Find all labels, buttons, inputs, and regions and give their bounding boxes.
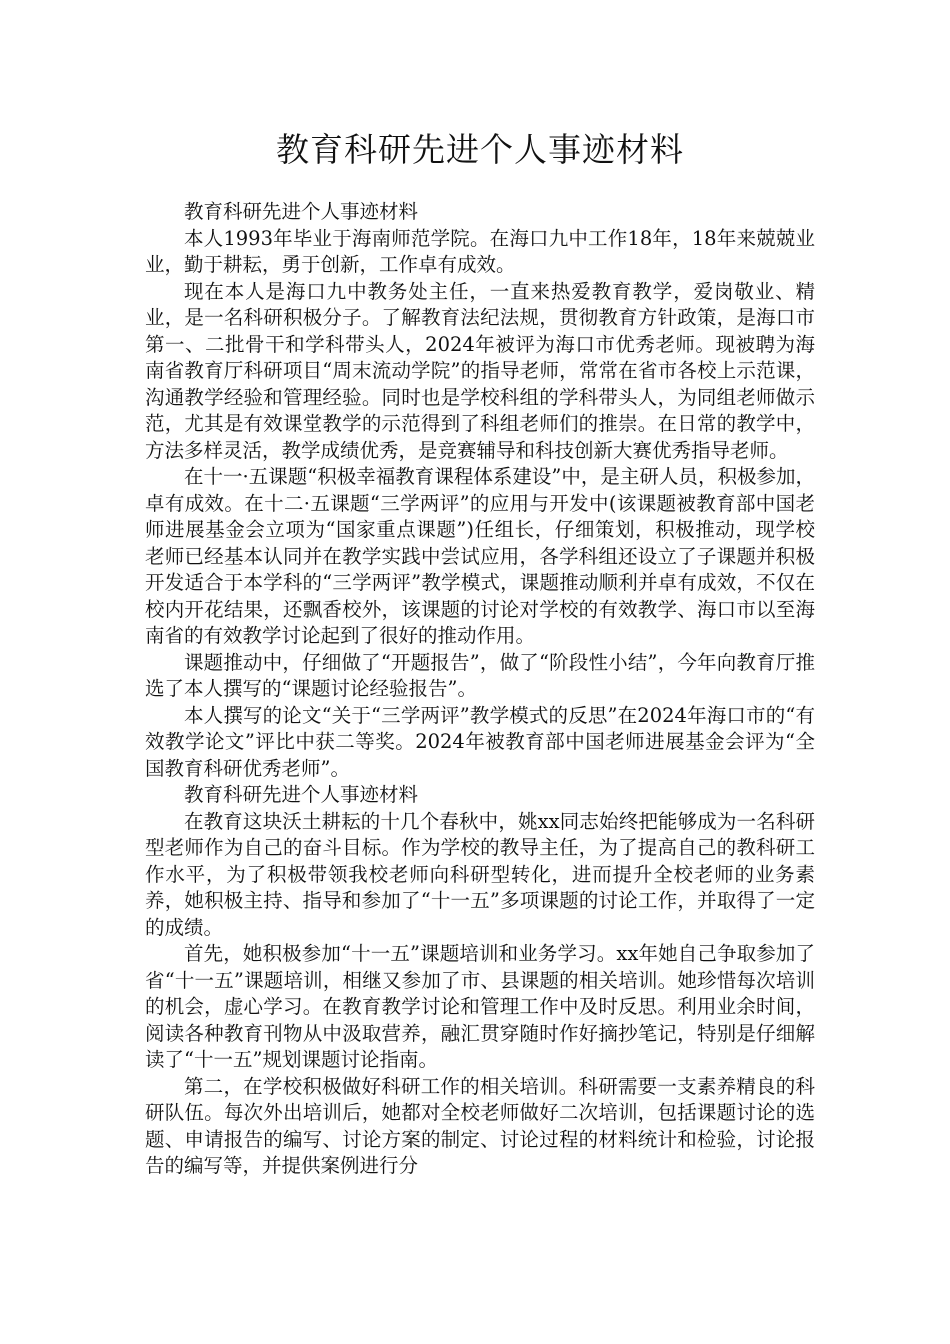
- document-body: [145, 199, 815, 1180]
- paragraph: 本人撰写的论文“关于“三学两评”教学模式的反思”在2024年海口市的“有效教学论文”评比中获二等奖。2024年被教育部中国老师进展基金会评为“全国教育科研优秀老师”。: [145, 703, 815, 780]
- paragraph: 在十一·五课题“积极幸福教育课程体系建设”中，是主研人员，积极参加，卓有成效。在十二·五课题“三学两评”的应用与开发中(该课题被教育部中国老师进展基金会立项为“国家重点课题”)任组长，仔细策划，积极推动，现学校老师已经基本认同并在教学实践中尝试应用，各学科组还设立了子课题并积极开发适合于本学科的“三学两评”教学模式，课题推动顺利并卓有成效，不仅在校内开花结果，还飘香校外，该课题的讨论对学校的有效教学、海口市以至海南省的有效教学讨论起到了很好的推动作用。: [145, 465, 815, 647]
- paragraph: 现在本人是海口九中教务处主任，一直来热爱教育教学，爱岗敬业、精业，是一名科研积极分子。了解教育法纪法规，贯彻教育方针政策，是海口市第一、二批骨干和学科带头人，2024年被评为海口市优秀老师。现被聘为海南省教育厅科研项目“周末流动学院”的指导老师，常常在省市各校上示范课，沟通教学经验和管理经验。同时也是学校科组的学科带头人，为同组老师做示范，尤其是有效课堂教学的示范得到了科组老师们的推崇。在日常的教学中，方法多样灵活，教学成绩优秀，是竞赛辅导和科技创新大赛优秀指导老师。: [145, 279, 815, 462]
- paragraph: 第二，在学校积极做好科研工作的相关培训。科研需要一支素养精良的科研队伍。每次外出培训后，她都对全校老师做好二次培训，包括课题讨论的选题、申请报告的编写、讨论方案的制定、讨论过程的材料统计和检验，讨论报告的编写等，并提供案例进行分: [145, 1074, 815, 1177]
- paragraph: 在教育这块沃土耕耘的十几个春秋中，姚xx同志始终把能够成为一名科研型老师作为自己的奋斗目标。作为学校的教导主任，为了提高自己的教科研工作水平，为了积极带领我校老师向科研型转化，进而提升全校老师的业务素养，她积极主持、指导和参加了“十一五”多项课题的讨论工作，并取得了一定的成绩。: [145, 809, 815, 939]
- document-title: 教育科研先进个人事迹材料: [276, 130, 684, 169]
- paragraph: 本人1993年毕业于海南师范学院。在海口九中工作18年，18年来兢兢业业，勤于耕耘，勇于创新，工作卓有成效。: [145, 226, 815, 276]
- paragraph-subheading: 教育科研先进个人事迹材料: [184, 200, 419, 223]
- paragraph-subheading: 教育科研先进个人事迹材料: [184, 783, 419, 806]
- paragraph: 课题推动中，仔细做了“开题报告”，做了“阶段性小结”，今年向教育厅推选了本人撰写的“课题讨论经验报告”。: [145, 650, 815, 700]
- paragraph: 首先，她积极参加“十一五”课题培训和业务学习。xx年她自己争取参加了省“十一五”课题培训，相继又参加了市、县课题的相关培训。她珍惜每次培训的机会，虚心学习。在教育教学讨论和管理工作中及时反思。利用业余时间，阅读各种教育刊物从中汲取营养，融汇贯穿随时作好摘抄笔记，特别是仔细解读了“十一五”规划课题讨论指南。: [145, 942, 815, 1071]
